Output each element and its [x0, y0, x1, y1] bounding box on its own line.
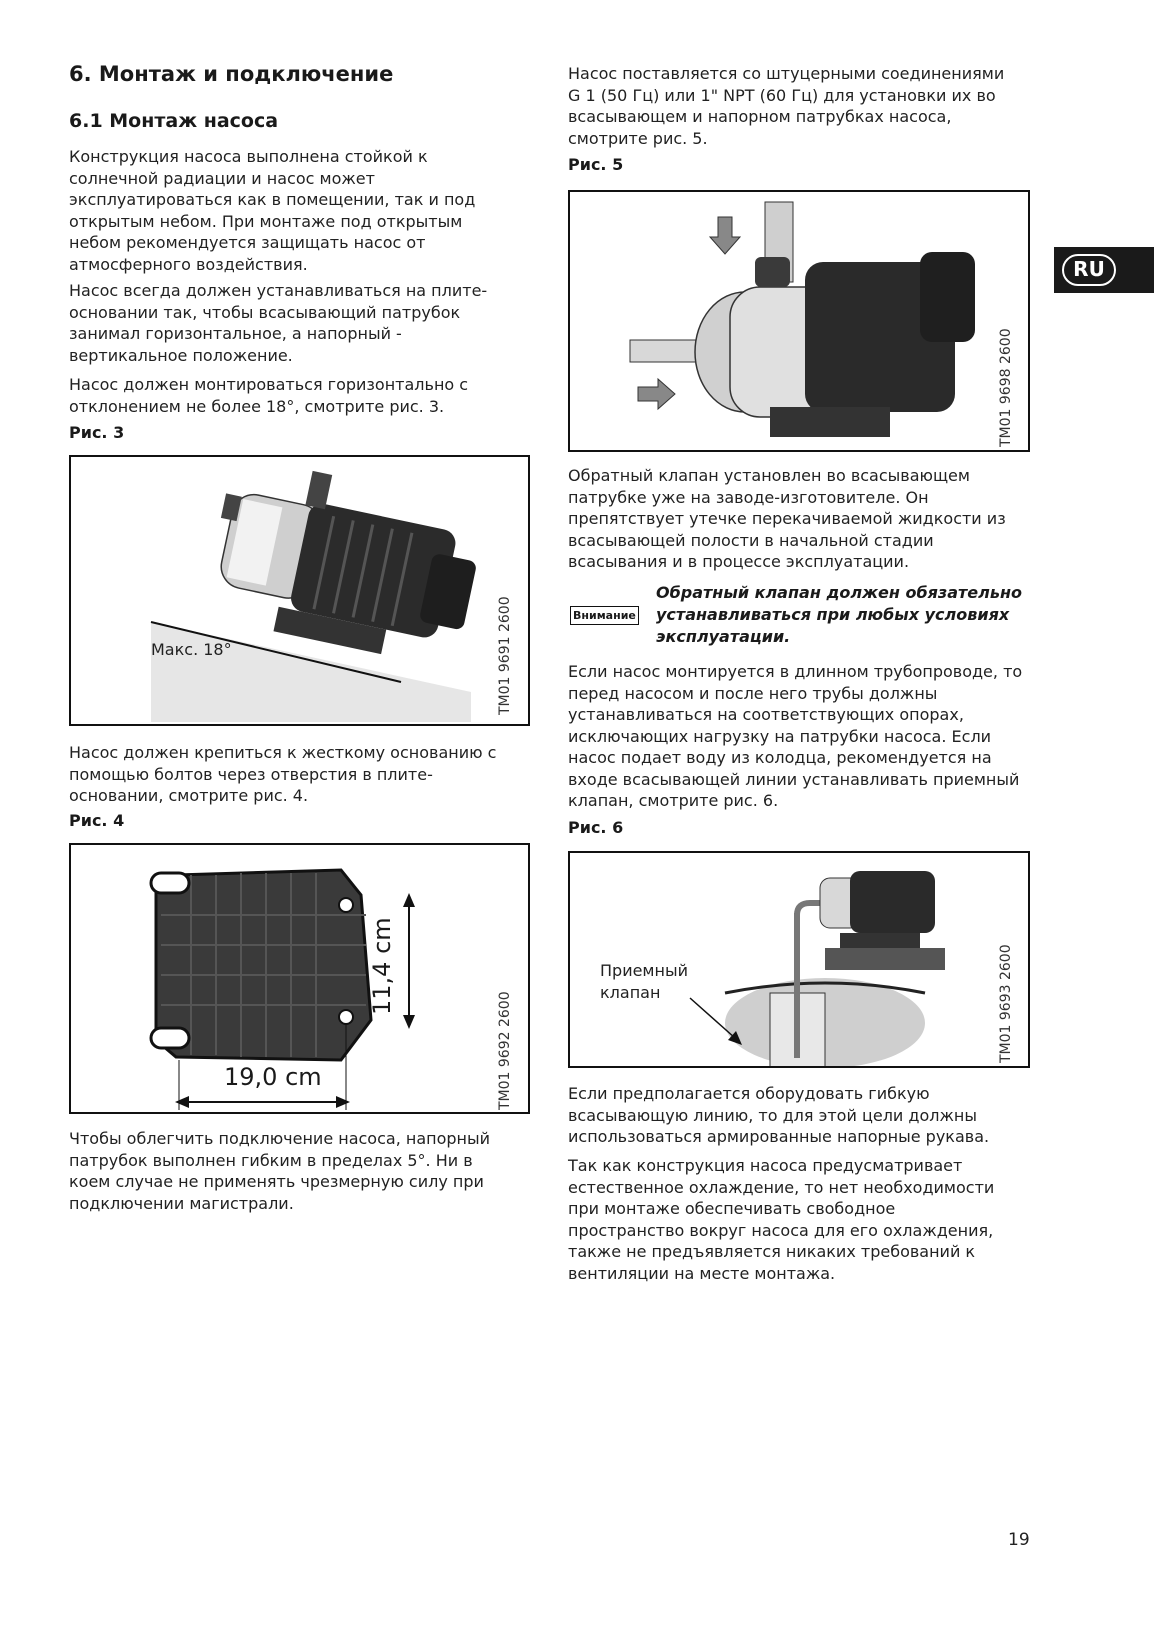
figure-3	[69, 455, 530, 726]
section-title: 6. Монтаж и подключение	[69, 62, 394, 86]
paragraph-base-plate: Насос всегда должен устанавливаться на плите-основании так, чтобы всасывающий патрубок занимал горизонтальное, а напорный - вертикальное положение.	[69, 281, 488, 365]
page-number: 19	[1008, 1530, 1030, 1550]
pump-tilted-illustration	[71, 457, 530, 726]
fig5-code: TM01 9698 2600	[998, 328, 1014, 447]
fig3-angle-label: Макс. 18°	[151, 640, 232, 659]
warning-text: Обратный клапан должен обязательно устанавливаться при любых условиях эксплуатации.	[656, 583, 1023, 646]
fig3-caption: Рис. 3	[69, 423, 125, 442]
figure-6	[568, 851, 1030, 1068]
paragraph-sun-resistance: Конструкция насоса выполнена стойкой к солнечной радиации и насос может эксплуатироваться как в помещении, так и под открытым небом. При монтаже под открытым небом рекомендуется защищать насос от атмосферного воздействия.	[69, 147, 476, 274]
paragraph-connections: Насос поставляется со штуцерными соединениями G 1 (50 Гц) или 1" NPT (60 Гц) для установки их во всасывающем и напорном патрубках насоса, смотрите рис. 5.	[568, 64, 1005, 148]
fig6-caption: Рис. 6	[568, 818, 624, 837]
fig4-width-label: 19,0 cm	[224, 1063, 322, 1091]
language-tab-label: RU	[1062, 254, 1116, 286]
language-tab	[1054, 247, 1154, 293]
fig5-caption: Рис. 5	[568, 155, 624, 174]
fig4-code: TM01 9692 2600	[497, 991, 513, 1110]
paragraph-flexible-suction: Если предполагается оборудовать гибкую всасывающую линию, то для этой цели должны использоваться армированные напорные рукава.	[568, 1084, 990, 1146]
fig3-code: TM01 9691 2600	[497, 596, 513, 715]
paragraph-flexible-outlet: Чтобы облегчить подключение насоса, напорный патрубок выполнен гибким в пределах 5°. Ни в коем случае не применять чрезмерную силу при подключении магистрали.	[69, 1129, 491, 1213]
fig6-code: TM01 9693 2600	[998, 944, 1014, 1063]
pump-connections-illustration	[570, 192, 1030, 452]
subsection-title: 6.1 Монтаж насоса	[69, 110, 279, 132]
paragraph-natural-cooling: Так как конструкция насоса предусматривает естественное охлаждение, то нет необходимости при монтаже обеспечивать свободное пространство вокруг насоса для его охлаждения, также не предъявляется никаких требований к вентиляции на месте монтажа.	[568, 1156, 995, 1283]
paragraph-long-pipeline: Если насос монтируется в длинном трубопроводе, то перед насосом и после него трубы должны устанавливаться на соответствующих опорах, исключающих нагрузку на патрубки насоса. Если насос подает воду из колодца, рекомендуется на входе всасывающей линии устанавливать приемный клапан, смотрите рис. 6.	[568, 662, 1023, 810]
figure-4	[69, 843, 530, 1114]
fig4-height-label: 11,4 cm	[368, 917, 396, 1015]
warning-badge: Внимание	[570, 606, 639, 625]
fig6-label-line1: Приемный	[600, 961, 688, 980]
paragraph-horizontal-mount: Насос должен монтироваться горизонтально с отклонением не более 18°, смотрите рис. 3.	[69, 375, 469, 416]
fig4-caption: Рис. 4	[69, 811, 125, 830]
fig6-label-line2: клапан	[600, 983, 661, 1002]
figure-5	[568, 190, 1030, 452]
paragraph-bolts: Насос должен крепиться к жесткому основанию с помощью болтов через отверстия в плите-основании, смотрите рис. 4.	[69, 743, 497, 805]
paragraph-check-valve: Обратный клапан установлен во всасывающем патрубке уже на заводе-изготовителе. Он препятствует утечке перекачиваемой жидкости из всасывающей полости в начальной стадии всасывания и в процессе эксплуатации.	[568, 466, 1006, 571]
